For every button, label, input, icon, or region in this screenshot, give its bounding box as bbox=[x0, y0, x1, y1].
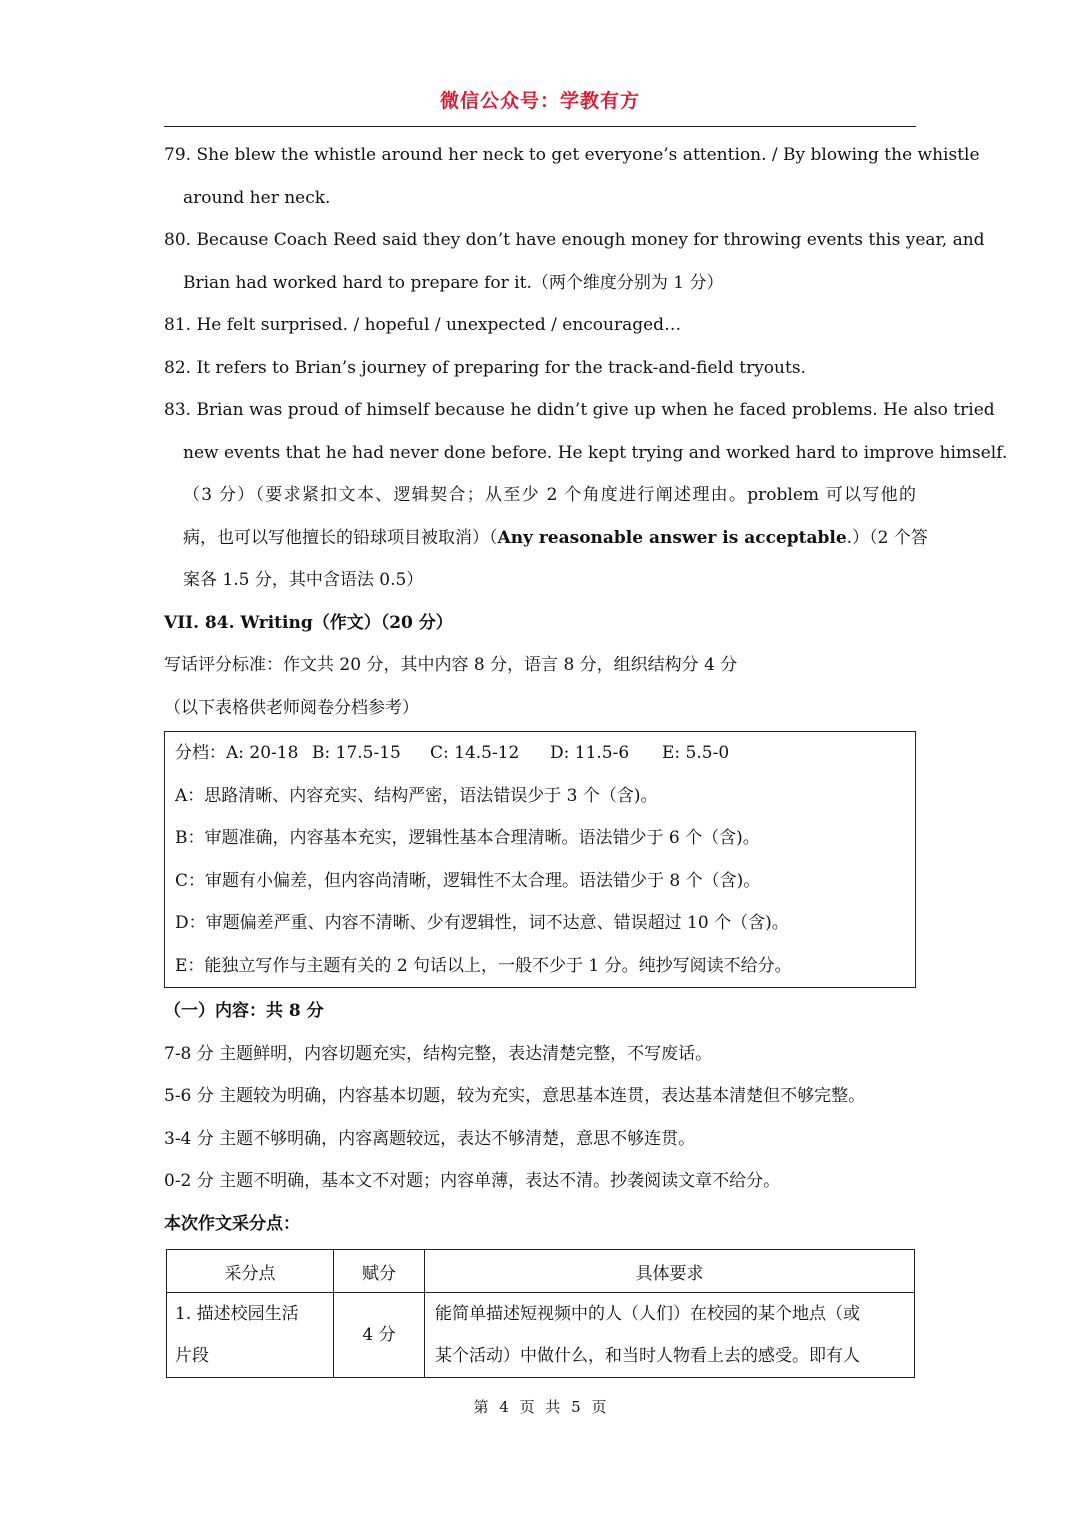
score-levels-label: 分档： bbox=[175, 743, 226, 763]
score-desc-d: D：审题偏差严重、内容不清晰、少有逻辑性，词不达意、错误超过 10 个（含)。 bbox=[175, 913, 789, 933]
content-item-0-2: 0-2 分 主题不明确，基本文不对题；内容单薄，表达不清。抄袭阅读文章不给分。 bbox=[164, 1171, 781, 1191]
page-footer: 第 4 页 共 5 页 bbox=[473, 1398, 607, 1416]
scoring-points-title: 本次作文采分点： bbox=[164, 1213, 300, 1234]
table-row bbox=[167, 1293, 915, 1378]
header-divider bbox=[164, 126, 916, 127]
content-heading-suffix: 分 bbox=[300, 1001, 324, 1021]
requirement-line-2: 某个活动）中做什么，和当时人物看上去的感受。即有人 bbox=[435, 1346, 860, 1366]
score-level-c: C: 14.5-12 bbox=[430, 743, 520, 763]
content-heading-num: 8 bbox=[288, 1001, 301, 1021]
table-header-requirement: 具体要求 bbox=[425, 1250, 915, 1293]
score-level-d: D: 11.5-6 bbox=[550, 743, 630, 763]
score-level-e: E: 5.5-0 bbox=[662, 743, 730, 763]
answer-83-line-2: new events that he had never done before. He kept trying and worked hard to improve himself. bbox=[183, 442, 1008, 463]
page-content bbox=[164, 134, 1008, 1378]
content-item-7-8: 7-8 分 主题鲜明，内容切题充实，结构完整，表达清楚完整，不写废话。 bbox=[164, 1043, 713, 1064]
answer-79-line-2: around her neck. bbox=[183, 187, 331, 208]
table-cell-requirement bbox=[425, 1293, 915, 1378]
answer-83-bold-note: Any reasonable answer is acceptable bbox=[497, 527, 847, 548]
scoring-points-table bbox=[166, 1249, 915, 1378]
content-section-heading bbox=[164, 990, 916, 1033]
writing-note: （以下表格供老师阅卷分档参考） bbox=[164, 697, 419, 718]
content-item-3-4: 3-4 分 主题不够明确，内容离题较远，表达不够清楚，意思不够连贯。 bbox=[164, 1128, 696, 1149]
content-heading-prefix: （一）内容：共 bbox=[164, 1001, 289, 1021]
score-desc-a: A：思路清晰、内容充实、结构严密，语法错误少于 3 个（含)。 bbox=[175, 785, 658, 806]
answer-83-text-b: .）（2 个答 bbox=[846, 527, 928, 548]
score-level-b: B: 17.5-15 bbox=[312, 743, 401, 763]
writing-criteria: 写话评分标准：作文共 20 分，其中内容 8 分，语言 8 分，组织结构分 4 分 bbox=[164, 655, 738, 675]
score-level-a: A: 20-18 bbox=[226, 743, 299, 763]
point-line-2: 片段 bbox=[175, 1346, 209, 1366]
table-header-score: 赋分 bbox=[334, 1250, 425, 1293]
table-header-point: 采分点 bbox=[167, 1250, 334, 1293]
requirement-line-1: 能简单描述短视频中的人（人们）在校园的某个地点（或 bbox=[435, 1304, 860, 1324]
answer-83-line-4 bbox=[164, 517, 928, 560]
writing-heading: VII. 84. Writing（作文）（20 分） bbox=[164, 612, 453, 633]
table-header-row bbox=[167, 1250, 915, 1293]
answer-79-line-1: 79. She blew the whistle around her neck to get everyone’s attention. / By blowing the whistle bbox=[164, 145, 980, 165]
answer-80-line-2: Brian had worked hard to prepare for it.（两个维度分别为 1 分） bbox=[183, 272, 724, 293]
answer-83-line-1: 83. Brian was proud of himself because he didn’t give up when he faced problems. He also tried bbox=[164, 400, 995, 420]
answer-83-line-3: （3 分）（要求紧扣文本、逻辑契合；从至少 2 个角度进行阐述理由。problem 可以写他的 bbox=[183, 485, 916, 505]
score-desc-b: B：审题准确，内容基本充实，逻辑性基本合理清晰。语法错少于 6 个（含)。 bbox=[175, 828, 760, 848]
content-item-5-6: 5-6 分 主题较为明确，内容基本切题，较为充实，意思基本连贯，表达基本清楚但不够完整。 bbox=[164, 1086, 866, 1106]
answer-81: 81. He felt surprised. / hopeful / unexpected / encouraged… bbox=[164, 315, 682, 335]
point-line-1: 1. 描述校园生活 bbox=[175, 1304, 299, 1324]
answer-82: 82. It refers to Brian’s journey of preparing for the track-and-field tryouts. bbox=[164, 357, 806, 378]
table-cell-point bbox=[167, 1293, 334, 1378]
answer-83-line-5: 案各 1.5 分，其中含语法 0.5） bbox=[183, 570, 424, 590]
score-desc-e: E：能独立写作与主题有关的 2 句话以上，一般不少于 1 分。纯抄写阅读不给分。 bbox=[175, 955, 792, 976]
answer-83-text-a: 病，也可以写他擅长的铅球项目被取消）（ bbox=[183, 527, 498, 548]
score-levels-row bbox=[175, 732, 915, 775]
answer-80-line-1: 80. Because Coach Reed said they don’t have enough money for throwing events this year, and bbox=[164, 230, 985, 250]
table-cell-score: 4 分 bbox=[334, 1293, 425, 1378]
page-header-title: 微信公众号：学教有方 bbox=[439, 90, 640, 112]
score-desc-c: C：审题有小偏差，但内容尚清晰，逻辑性不太合理。语法错少于 8 个（含)。 bbox=[175, 870, 761, 891]
score-level-box bbox=[164, 731, 916, 988]
